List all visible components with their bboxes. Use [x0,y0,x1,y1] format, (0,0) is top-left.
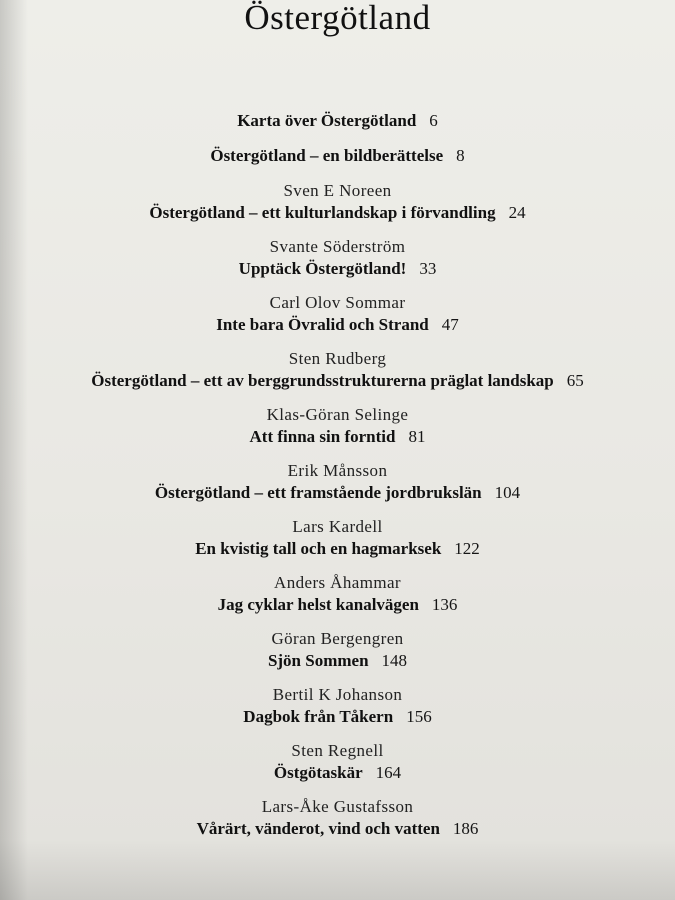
toc-line [0,370,675,392]
toc-title: En kvistig tall och en hagmarksek [195,539,442,558]
toc-title: Östergötland – ett kulturlandskap i förvandling [149,203,496,222]
toc-entry [0,348,675,392]
toc-page-number: 81 [408,427,426,446]
toc-entry [0,180,675,224]
toc-title: Östergötland – en bildberättelse [210,146,444,165]
toc-title: Jag cyklar helst kanalvägen [217,595,419,614]
toc-entry [0,684,675,728]
toc-line [0,426,675,448]
toc-entry [0,796,675,840]
toc-page-number: 47 [441,315,459,334]
toc-page-number: 136 [431,595,458,614]
toc-page-number: 6 [429,111,438,130]
toc-author: Sven E Noreen [283,181,392,200]
toc-line [0,762,675,784]
toc-author: Erik Månsson [287,461,388,480]
toc-page-number: 33 [419,259,437,278]
toc-line [0,202,675,224]
toc-entry [0,572,675,616]
toc-page-number: 104 [494,483,521,502]
toc-line [0,538,675,560]
toc-line [0,650,675,672]
toc-page-number: 148 [381,651,408,670]
toc-author: Sten Regnell [291,741,384,760]
page-title: Östergötland [244,0,431,37]
toc-entry [0,628,675,672]
toc-author: Svante Söderström [269,237,406,256]
toc-page-number: 156 [406,707,432,726]
toc-line [0,314,675,336]
toc-author: Anders Åhammar [274,573,401,592]
toc-line [0,110,675,132]
toc-entry [0,292,675,336]
toc-line [0,482,675,504]
toc-author: Lars Kardell [292,517,383,536]
toc-title: Upptäck Östergötland! [238,259,407,278]
toc-author: Sten Rudberg [288,349,387,368]
toc-title: Dagbok från Tåkern [243,707,394,726]
toc-page-number: 24 [508,203,526,222]
toc-title: Att finna sin forntid [249,427,396,446]
toc-author: Klas-Göran Selinge [266,405,409,424]
toc-title: Inte bara Övralid och Strand [216,315,429,334]
toc-entry [0,404,675,448]
toc-title: Sjön Sommen [267,651,369,670]
toc-page-number: 65 [566,371,584,390]
toc-title: Karta över Östergötland [237,111,417,130]
toc-entry [0,740,675,784]
toc-line [0,145,675,167]
toc-line [0,258,675,280]
toc-title: Östgötaskär [273,763,363,782]
toc-line [0,706,675,728]
toc-page-number: 164 [375,763,402,782]
toc-page-number: 186 [452,819,479,838]
toc-entry [0,516,675,560]
toc-entry [0,236,675,280]
toc-title: Östergötland – ett av berggrundsstrukturerna präglat landskap [91,371,554,390]
table-of-contents [0,110,675,852]
toc-title: Vårärt, vänderot, vind och vatten [196,819,440,838]
toc-page-number: 8 [456,146,465,165]
toc-entry [0,145,675,167]
toc-line [0,818,675,840]
toc-title: Östergötland – ett framstående jordbrukslän [154,483,482,502]
toc-author: Lars-Åke Gustafsson [261,797,414,816]
toc-page-number: 122 [454,539,480,558]
toc-author: Carl Olov Sommar [269,293,406,312]
toc-author: Bertil K Johanson [272,685,403,704]
toc-line [0,594,675,616]
toc-entry [0,460,675,504]
toc-author: Göran Bergengren [271,629,404,648]
toc-entry [0,110,675,132]
